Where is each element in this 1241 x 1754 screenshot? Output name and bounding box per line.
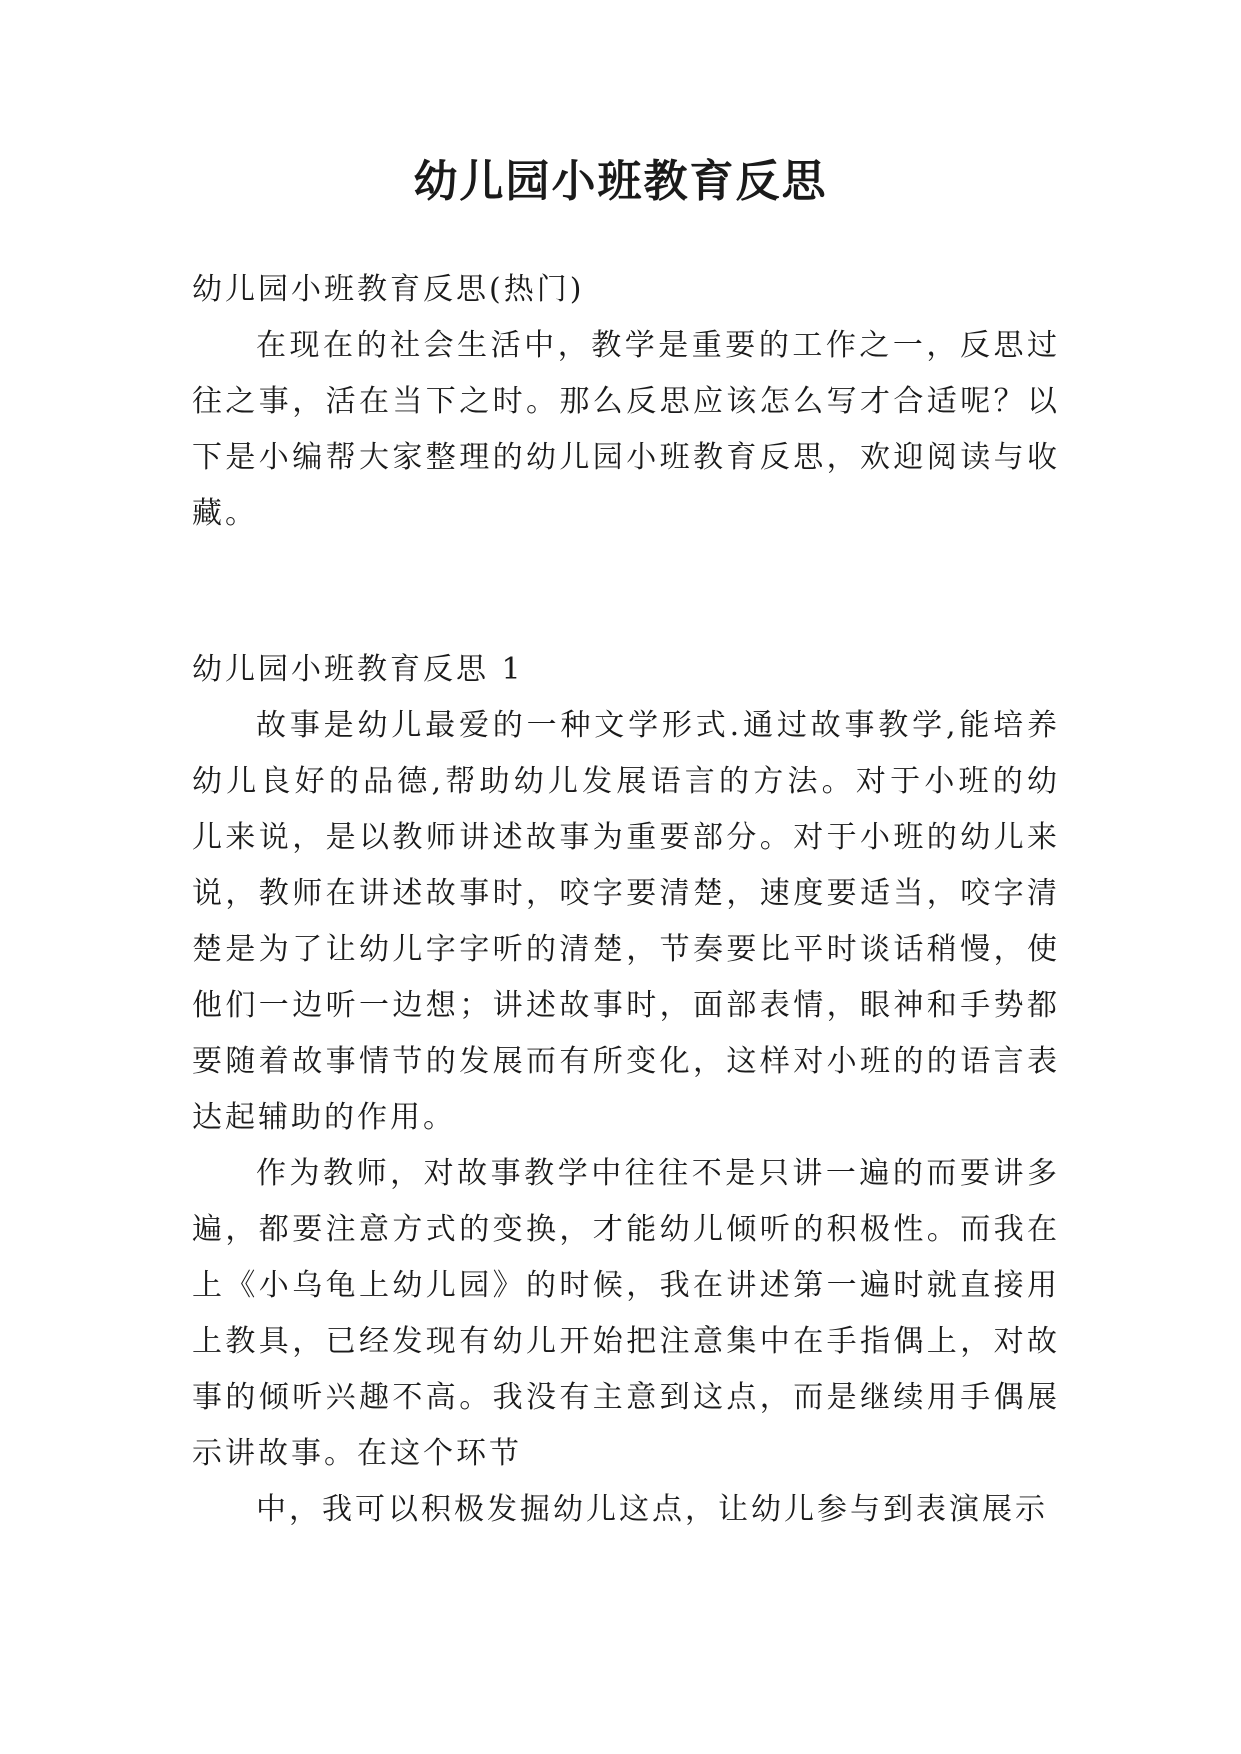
intro-paragraph: 在现在的社会生活中，教学是重要的工作之一，反思过往之事，活在当下之时。那么反思应该怎么写才合适呢？以下是小编帮大家整理的幼儿园小班教育反思，欢迎阅读与收藏。 (192, 328, 1060, 531)
body-paragraph: 故事是幼儿最爱的一种文学形式.通过故事教学,能培养幼儿良好的品德,帮助幼儿发展语言的方法。对于小班的幼儿来说，是以教师讲述故事为重要部分。对于小班的幼儿来说，教师在讲述故事时，咬字要清楚，速度要适当，咬字清楚是为了让幼儿字字听的清楚，节奏要比平时谈话稍慢，使他们一边听一边想；讲述故事时，面部表情，眼神和手势都要随着故事情节的发展而有所变化，这样对小班的的语言表达起辅助的作用。 (192, 708, 1060, 1135)
section-heading: 幼儿园小班教育反思 1 (192, 652, 524, 687)
body-paragraph: 中，我可以积极发掘幼儿这点，让幼儿参与到表演展示 (256, 1492, 1048, 1527)
page-title: 幼儿园小班教育反思 (413, 156, 828, 207)
document-subtitle: 幼儿园小班教育反思(热门) (192, 272, 585, 307)
body-paragraph: 作为教师，对故事教学中往往不是只讲一遍的而要讲多遍，都要注意方式的变换，才能幼儿倾听的积极性。而我在上《小乌龟上幼儿园》的时候，我在讲述第一遍时就直接用上教具，已经发现有幼儿开始把注意集中在手指偶上，对故事的倾听兴趣不高。我没有主意到这点，而是继续用手偶展示讲故事。在这个环节 (192, 1156, 1060, 1471)
intro-section (192, 262, 1060, 542)
section-1 (192, 642, 1060, 1538)
